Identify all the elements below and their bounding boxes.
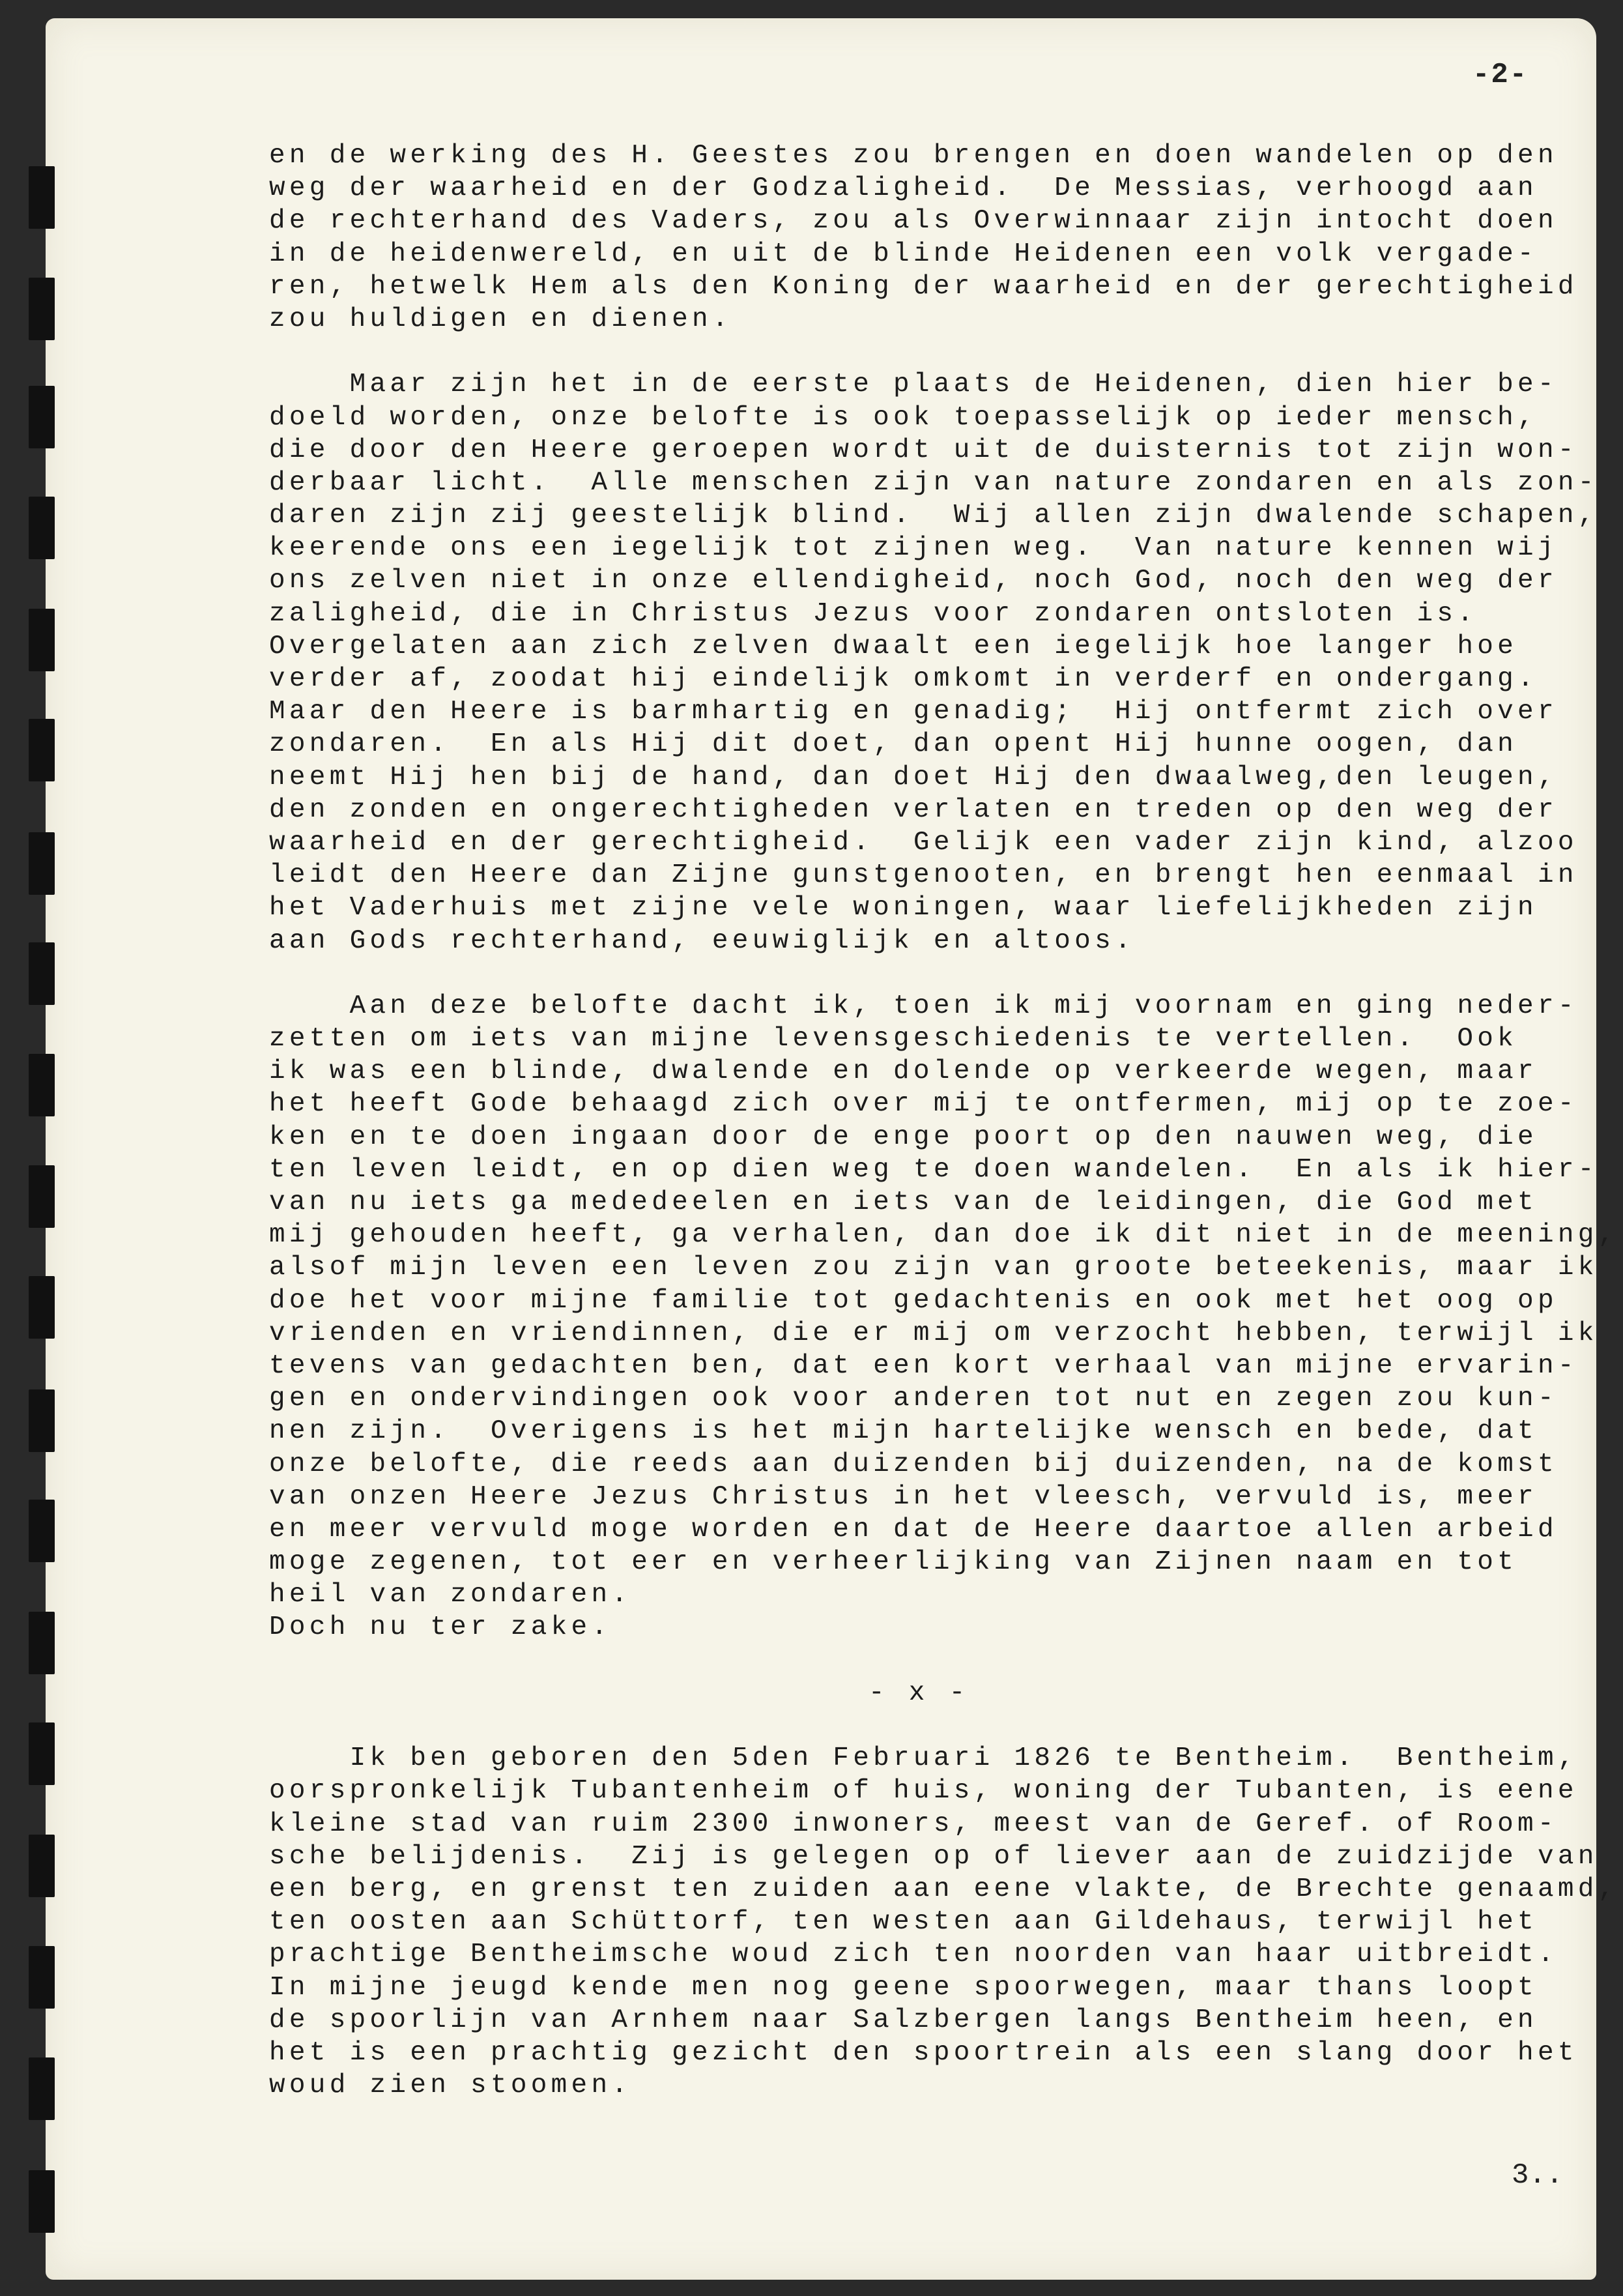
- binder-hole: [29, 497, 55, 559]
- text-line: waarheid en der gerechtigheid. Gelijk een vader zijn kind, alzoo: [269, 827, 1578, 858]
- text-line: vrienden en vriendinnen, die er mij om verzocht hebben, terwijl ik: [269, 1318, 1598, 1348]
- text-line: van nu iets ga mededeelen en iets van de leidingen, die God met: [269, 1187, 1538, 1217]
- binder-hole: [29, 1054, 55, 1116]
- text-line: verder af, zoodat hij eindelijk omkomt in verderf en ondergang.: [269, 664, 1538, 694]
- text-line: ten leven leidt, en op dien weg te doen wandelen. En als ik hier-: [269, 1154, 1598, 1185]
- text-line: doeld worden, onze belofte is ook toepasselijk op ieder mensch,: [269, 402, 1538, 433]
- binder-hole: [29, 942, 55, 1005]
- binder-hole: [29, 2170, 55, 2233]
- text-line: zou huldigen en dienen.: [269, 304, 732, 334]
- binder-hole: [29, 2057, 55, 2120]
- text-line: heil van zondaren.: [269, 1580, 632, 1610]
- binder-hole: [29, 1165, 55, 1228]
- text-line: den zonden en ongerechtigheden verlaten en treden op den weg der: [269, 794, 1558, 825]
- text-line: ik was een blinde, dwalende en dolende op verkeerde wegen, maar: [269, 1056, 1538, 1087]
- text-line: neemt Hij hen bij de hand, dan doet Hij den dwaalweg,den leugen,: [269, 762, 1558, 792]
- text-line: mij gehouden heeft, ga verhalen, dan doe ik dit niet in de meening,: [269, 1220, 1618, 1251]
- binder-hole: [29, 719, 55, 781]
- text-line: de rechterhand des Vaders, zou als Overwinnaar zijn intocht doen: [269, 206, 1558, 237]
- text-line: prachtige Bentheimsche woud zich ten noorden van haar uitbreidt.: [269, 1940, 1558, 1970]
- text-line: derbaar licht. Alle menschen zijn van nature zondaren en als zon-: [269, 467, 1598, 498]
- text-line: zetten om iets van mijne levensgeschiedenis te vertellen. Ook: [269, 1024, 1518, 1054]
- text-line: doe het voor mijne familie tot gedachtenis en ook met het oog op: [269, 1285, 1558, 1316]
- paragraph: [269, 990, 1623, 1644]
- binder-hole: [29, 1722, 55, 1785]
- section-separator: - x -: [869, 1678, 969, 1708]
- text-line: de spoorlijn van Arnhem naar Salzbergen langs Bentheim heen, en: [269, 2005, 1538, 2035]
- text-line: het Vaderhuis met zijne vele woningen, waar liefelijkheden zijn: [269, 893, 1538, 923]
- body-text: [269, 139, 1623, 2134]
- text-line: onze belofte, die reeds aan duizenden bij duizenden, na de komst: [269, 1449, 1558, 1479]
- binder-hole: [29, 832, 55, 895]
- binder-hole: [29, 1389, 55, 1452]
- document-page: [46, 18, 1618, 2280]
- text-line: Maar den Heere is barmhartig en genadig; Hij ontfermt zich over: [269, 697, 1558, 727]
- text-line: oorspronkelijk Tubantenheim of huis, woning der Tubanten, is eene: [269, 1776, 1578, 1807]
- text-line: sche belijdenis. Zij is gelegen op of liever aan de zuidzijde van: [269, 1841, 1598, 1872]
- binder-hole: [29, 609, 55, 671]
- text-line: woud zien stoomen.: [269, 2071, 632, 2101]
- binder-hole: [29, 1276, 55, 1339]
- text-line: een berg, en grenst ten zuiden aan eene vlakte, de Brechte genaamd,: [269, 1874, 1618, 1904]
- next-page-marker: 3..: [1512, 2159, 1564, 2192]
- text-line: zondaren. En als Hij dit doet, dan opent Hij hunne oogen, dan: [269, 729, 1518, 760]
- text-line: en de werking des H. Geestes zou brengen en doen wandelen op den: [269, 141, 1558, 171]
- paragraph: [269, 368, 1623, 957]
- text-line: weg der waarheid en der Godzaligheid. De Messias, verhoogd aan: [269, 173, 1538, 204]
- text-line: ren, hetwelk Hem als den Koning der waarheid en der gerechtigheid: [269, 271, 1578, 302]
- binder-hole: [29, 1612, 55, 1674]
- text-line: ten oosten aan Schüttorf, ten westen aan Gildehaus, terwijl het: [269, 1907, 1538, 1938]
- text-line: van onzen Heere Jezus Christus in het vleesch, vervuld is, meer: [269, 1481, 1538, 1512]
- binder-hole: [29, 1946, 55, 2009]
- text-line: daren zijn zij geestelijk blind. Wij allen zijn dwalende schapen,: [269, 501, 1598, 531]
- text-line: het is een prachtig gezicht den spoortrein als een slang door het: [269, 2037, 1578, 2068]
- text-line: Maar zijn het in de eerste plaats de Heidenen, dien hier be-: [269, 370, 1558, 400]
- text-line: het heeft Gode behaagd zich over mij te ontfermen, mij op te zoe-: [269, 1089, 1578, 1120]
- text-line: in de heidenwereld, en uit de blinde Heidenen een volk vergade-: [269, 239, 1538, 269]
- text-line: moge zegenen, tot eer en verheerlijking van Zijnen naam en tot: [269, 1547, 1518, 1578]
- paragraph: [269, 139, 1623, 336]
- text-line: Aan deze belofte dacht ik, toen ik mij voornam en ging neder-: [269, 991, 1578, 1021]
- text-line: die door den Heere geroepen wordt uit de duisternis tot zijn won-: [269, 435, 1578, 465]
- paragraph: [269, 1742, 1623, 2102]
- text-line: aan Gods rechterhand, eeuwiglijk en altoos.: [269, 925, 1135, 956]
- text-line: nen zijn. Overigens is het mijn hartelijke wensch en bede, dat: [269, 1416, 1538, 1447]
- binder-hole: [29, 386, 55, 448]
- text-line: Ik ben geboren den 5den Februari 1826 te Bentheim. Bentheim,: [269, 1743, 1578, 1774]
- binder-hole: [29, 278, 55, 340]
- page-number: -2-: [1472, 59, 1529, 91]
- text-line: keerende ons een iegelijk tot zijnen weg. Van nature kennen wij: [269, 533, 1558, 564]
- text-line: In mijne jeugd kende men nog geene spoorwegen, maar thans loopt: [269, 1972, 1538, 2003]
- binder-hole: [29, 166, 55, 229]
- text-line: leidt den Heere dan Zijne gunstgenooten, en brengt hen eenmaal in: [269, 860, 1578, 891]
- text-line: Doch nu ter zake.: [269, 1612, 612, 1643]
- binder-hole: [29, 1835, 55, 1897]
- text-line: tevens van gedachten ben, dat een kort verhaal van mijne ervarin-: [269, 1350, 1578, 1381]
- text-line: Overgelaten aan zich zelven dwaalt een iegelijk hoe langer hoe: [269, 631, 1518, 661]
- text-line: ken en te doen ingaan door de enge poort op den nauwen weg, die: [269, 1122, 1538, 1152]
- text-line: ons zelven niet in onze ellendigheid, noch God, noch den weg der: [269, 566, 1558, 596]
- text-line: zaligheid, die in Christus Jezus voor zondaren ontsloten is.: [269, 598, 1478, 629]
- text-line: gen en ondervindingen ook voor anderen tot nut en zegen zou kun-: [269, 1384, 1558, 1414]
- text-line: kleine stad van ruim 2300 inwoners, meest van de Geref. of Room-: [269, 1809, 1558, 1839]
- binder-hole: [29, 1500, 55, 1562]
- text-line: alsof mijn leven een leven zou zijn van groote beteekenis, maar ik: [269, 1253, 1598, 1283]
- text-line: en meer vervuld moge worden en dat de Heere daartoe allen arbeid: [269, 1514, 1558, 1545]
